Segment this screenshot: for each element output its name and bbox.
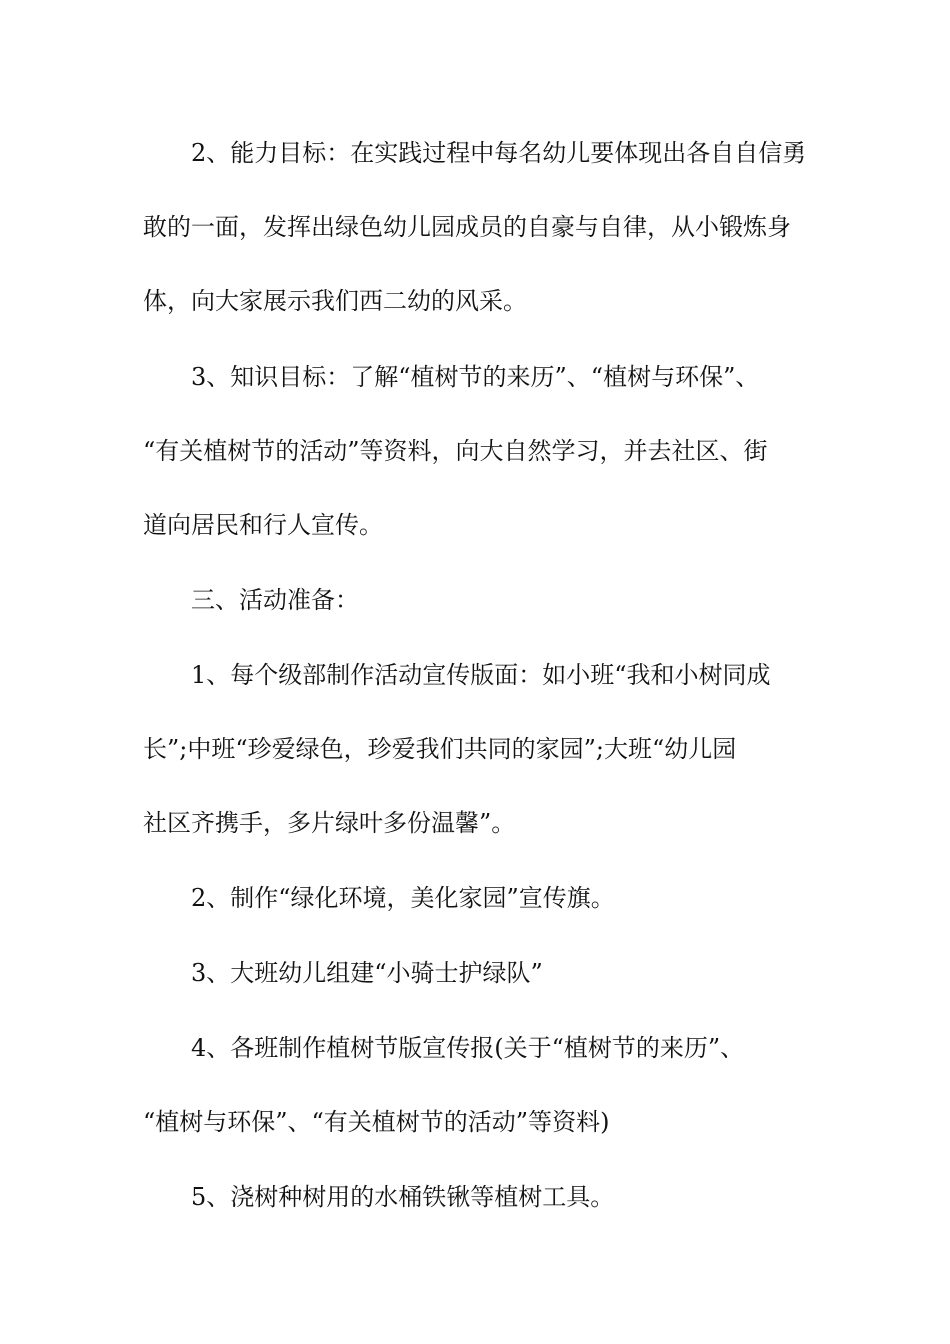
paragraph-knowledge-goal-line-1: 3、知识目标：了解“植树节的来历”、“植树与环保”、: [191, 363, 760, 391]
prep-item-2: 2、制作“绿化环境，美化家园”宣传旗。: [191, 884, 615, 912]
prep-item-1-line-3: 社区齐携手，多片绿叶多份温馨”。: [143, 809, 516, 837]
paragraph-knowledge-goal-line-2: “有关植树节的活动”等资料，向大自然学习，并去社区、街: [143, 437, 768, 465]
prep-item-1-line-1: 1、每个级部制作活动宣传版面：如小班“我和小树同成: [191, 661, 771, 689]
paragraph-ability-goal-line-1: 2、能力目标：在实践过程中每名幼儿要体现出各自自信勇: [191, 139, 807, 167]
prep-item-1-line-2: 长”;中班“珍爱绿色，珍爱我们共同的家园”;大班“幼儿园: [143, 735, 737, 763]
prep-item-4-line-2: “植树与环保”、“有关植树节的活动”等资料): [143, 1108, 610, 1136]
paragraph-ability-goal-line-3: 体，向大家展示我们西二幼的风采。: [143, 287, 527, 315]
section-heading-preparation: 三、活动准备：: [191, 586, 359, 614]
prep-item-3: 3、大班幼儿组建“小骑士护绿队”: [191, 959, 543, 987]
paragraph-knowledge-goal-line-3: 道向居民和行人宣传。: [143, 511, 383, 539]
prep-item-4-line-1: 4、各班制作植树节版宣传报(关于“植树节的来历”、: [191, 1034, 745, 1062]
prep-item-5: 5、浇树种树用的水桶铁锹等植树工具。: [191, 1183, 615, 1211]
paragraph-ability-goal-line-2: 敢的一面，发挥出绿色幼儿园成员的自豪与自律，从小锻炼身: [143, 213, 791, 241]
